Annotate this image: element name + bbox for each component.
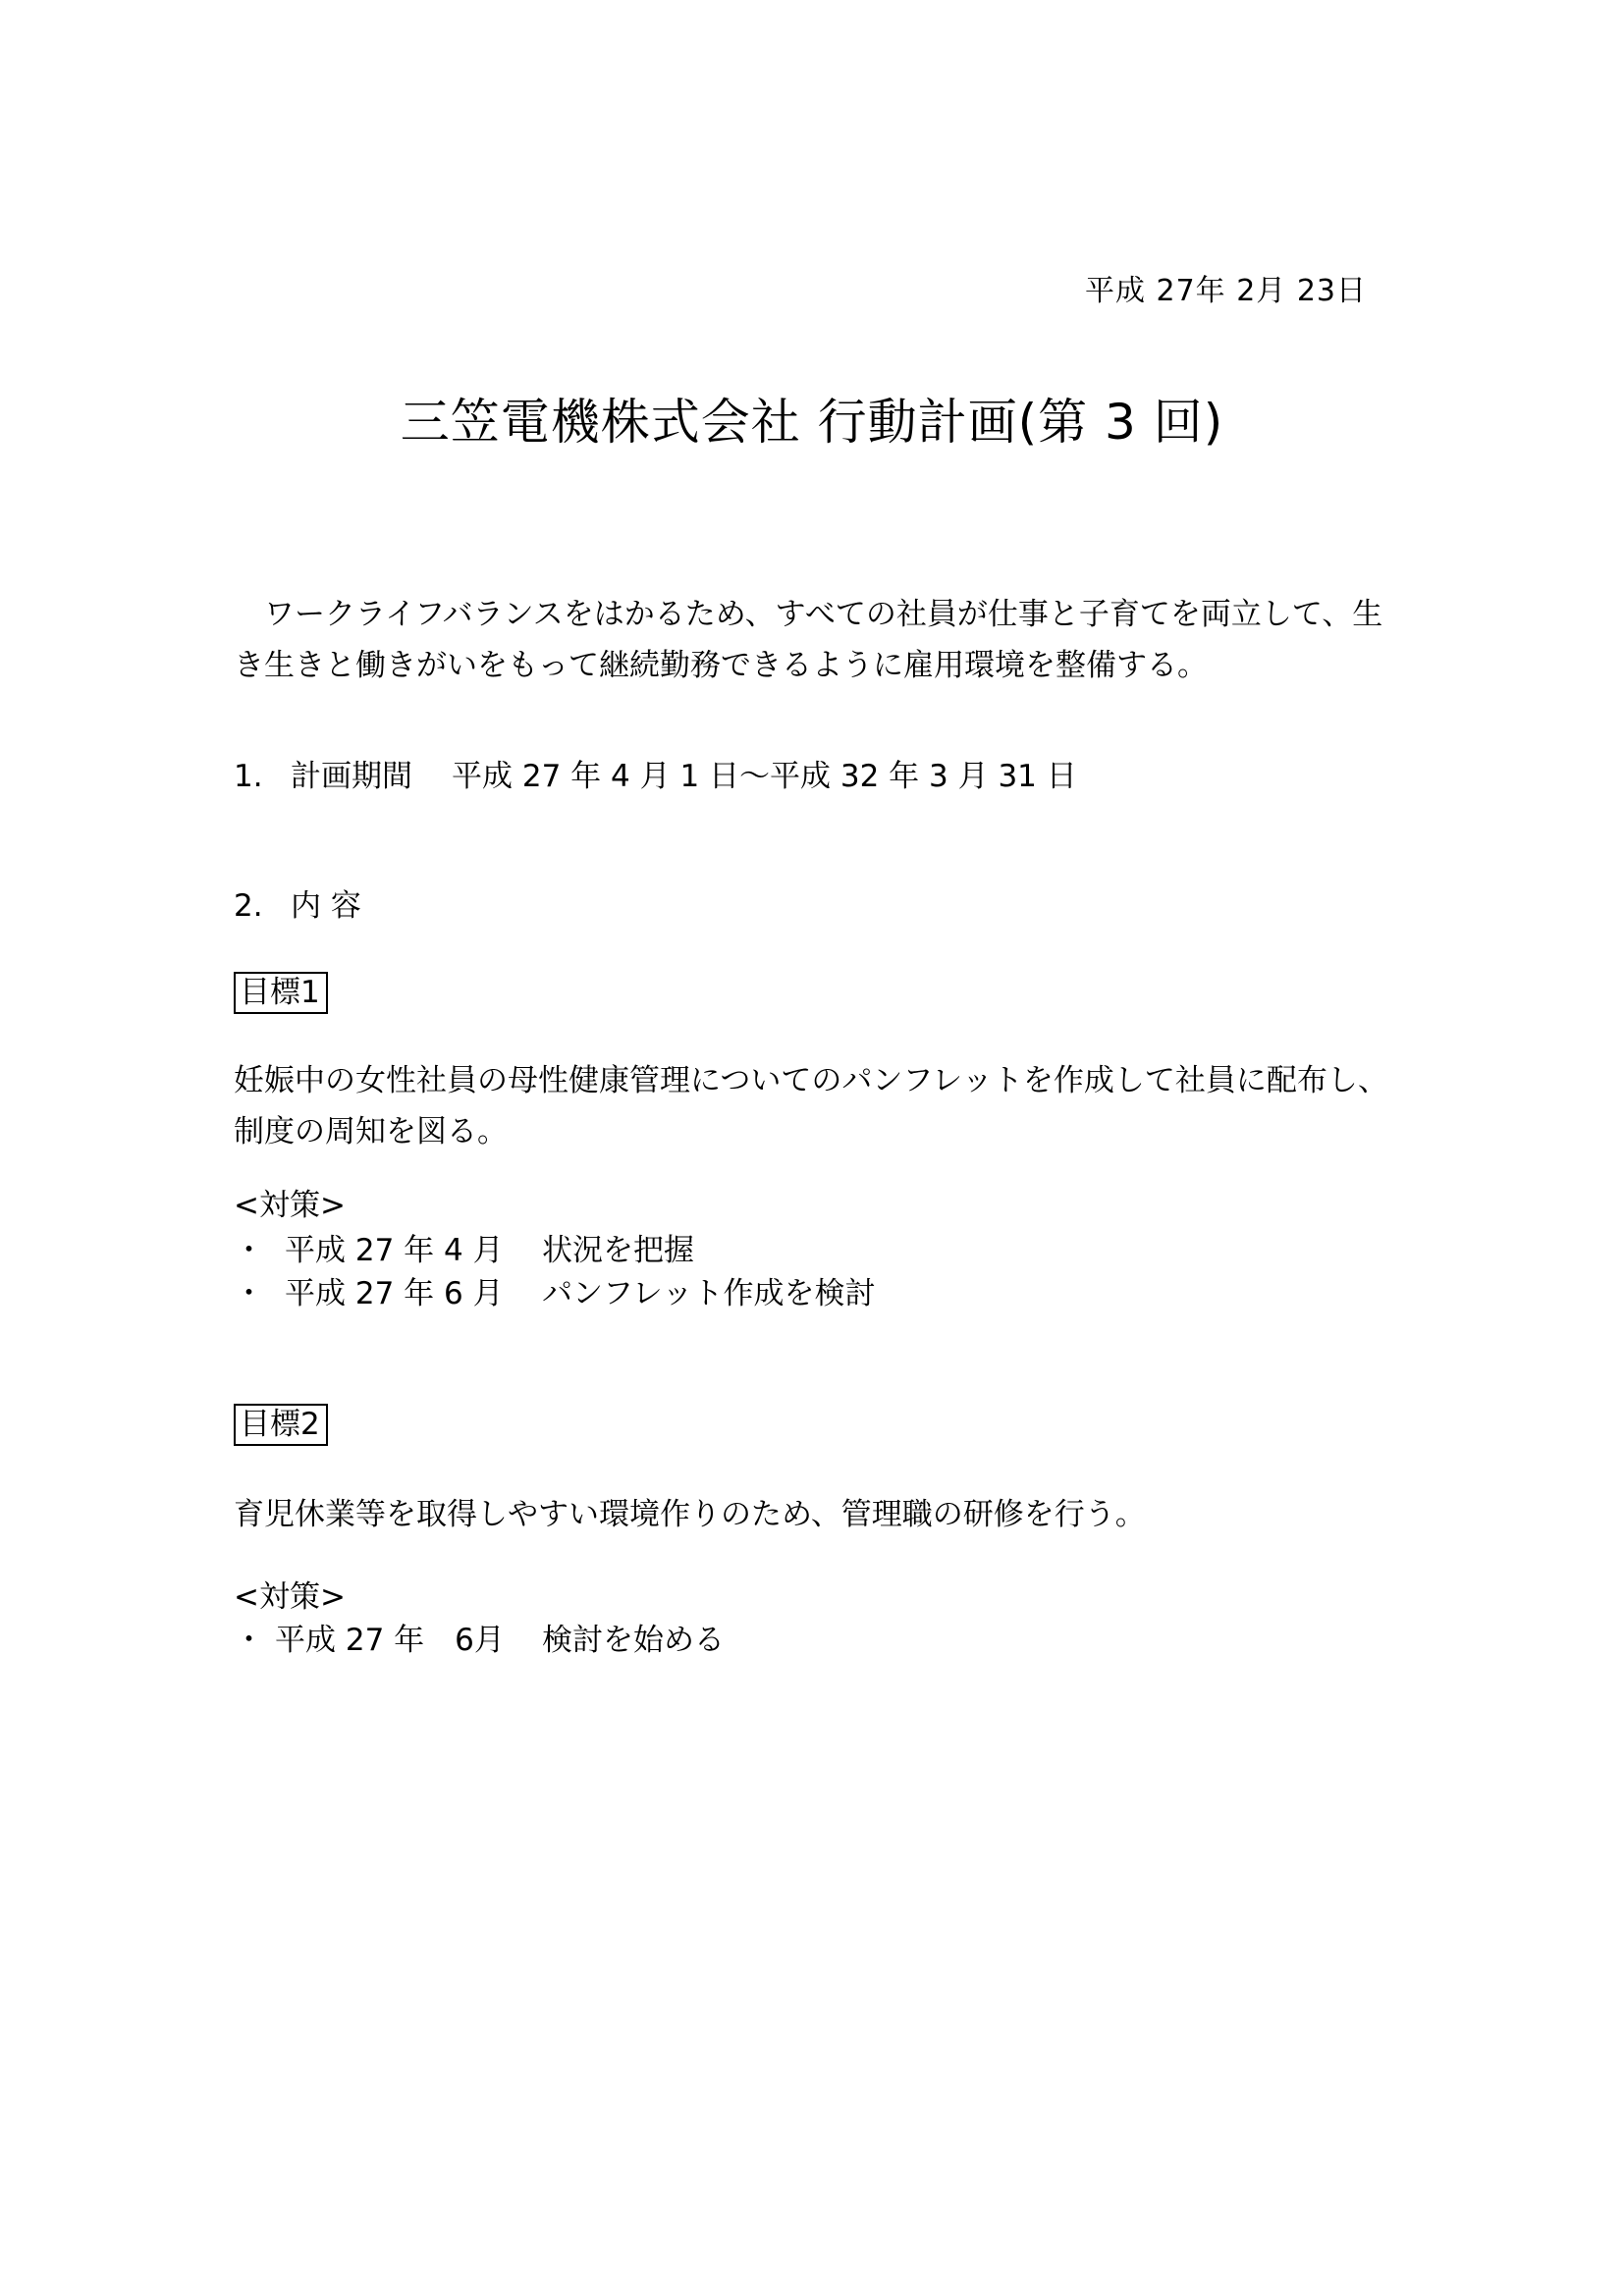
goal2-measure-item xyxy=(234,1623,725,1658)
measure-action: 状況を把握 xyxy=(542,1233,694,1268)
document-date: 平成 27年 2月 23日 xyxy=(1084,274,1367,308)
goal1-measure-item xyxy=(234,1233,694,1268)
bullet: ・ xyxy=(234,1623,264,1658)
intro-line-2: き生きと働きがいをもって継続勤務できるように雇用環境を整備する。 xyxy=(234,648,1208,683)
plan-period-value: 平成 27 年 4 月 1 日～平成 32 年 3 月 31 日 xyxy=(452,759,1077,794)
contents-number: 2. xyxy=(234,888,263,924)
measure-date: 平成 27 年 6月 xyxy=(275,1623,505,1658)
intro-paragraph xyxy=(234,589,1432,691)
goal2-label: 目標2 xyxy=(234,1404,328,1446)
plan-period-label: 計画期間 xyxy=(291,759,412,794)
goal1-line-2: 制度の周知を図る。 xyxy=(234,1114,508,1149)
goal2-measures-label: <対策> xyxy=(234,1579,346,1615)
contents-heading xyxy=(234,888,361,924)
goal1-label: 目標1 xyxy=(234,972,328,1014)
goal1-measure-item xyxy=(234,1276,876,1311)
goal2-description: 育児休業等を取得しやすい環境作りのため、管理職の研修を行う。 xyxy=(234,1497,1146,1532)
measure-action: パンフレット作成を検討 xyxy=(542,1276,876,1311)
goal1-line-1: 妊娠中の女性社員の母性健康管理についてのパンフレットを作成して社員に配布し、 xyxy=(234,1063,1388,1098)
measure-date: 平成 27 年 6 月 xyxy=(285,1276,504,1311)
measure-action: 検討を始める xyxy=(542,1623,725,1658)
bullet: ・ xyxy=(234,1276,264,1311)
goal1-description xyxy=(234,1055,1451,1157)
plan-period xyxy=(234,759,1077,794)
measure-date: 平成 27 年 4 月 xyxy=(285,1233,504,1268)
plan-period-number: 1. xyxy=(234,759,263,794)
goal1-measures-label: <対策> xyxy=(234,1188,346,1223)
bullet: ・ xyxy=(234,1233,264,1268)
intro-line-1: ワークライフバランスをはかるため、すべての社員が仕事と子育てを両立して、生 xyxy=(264,597,1383,632)
document-title: 三笠電機株式会社 行動計画(第 3 回) xyxy=(400,394,1224,451)
contents-label: 内 容 xyxy=(291,888,361,924)
